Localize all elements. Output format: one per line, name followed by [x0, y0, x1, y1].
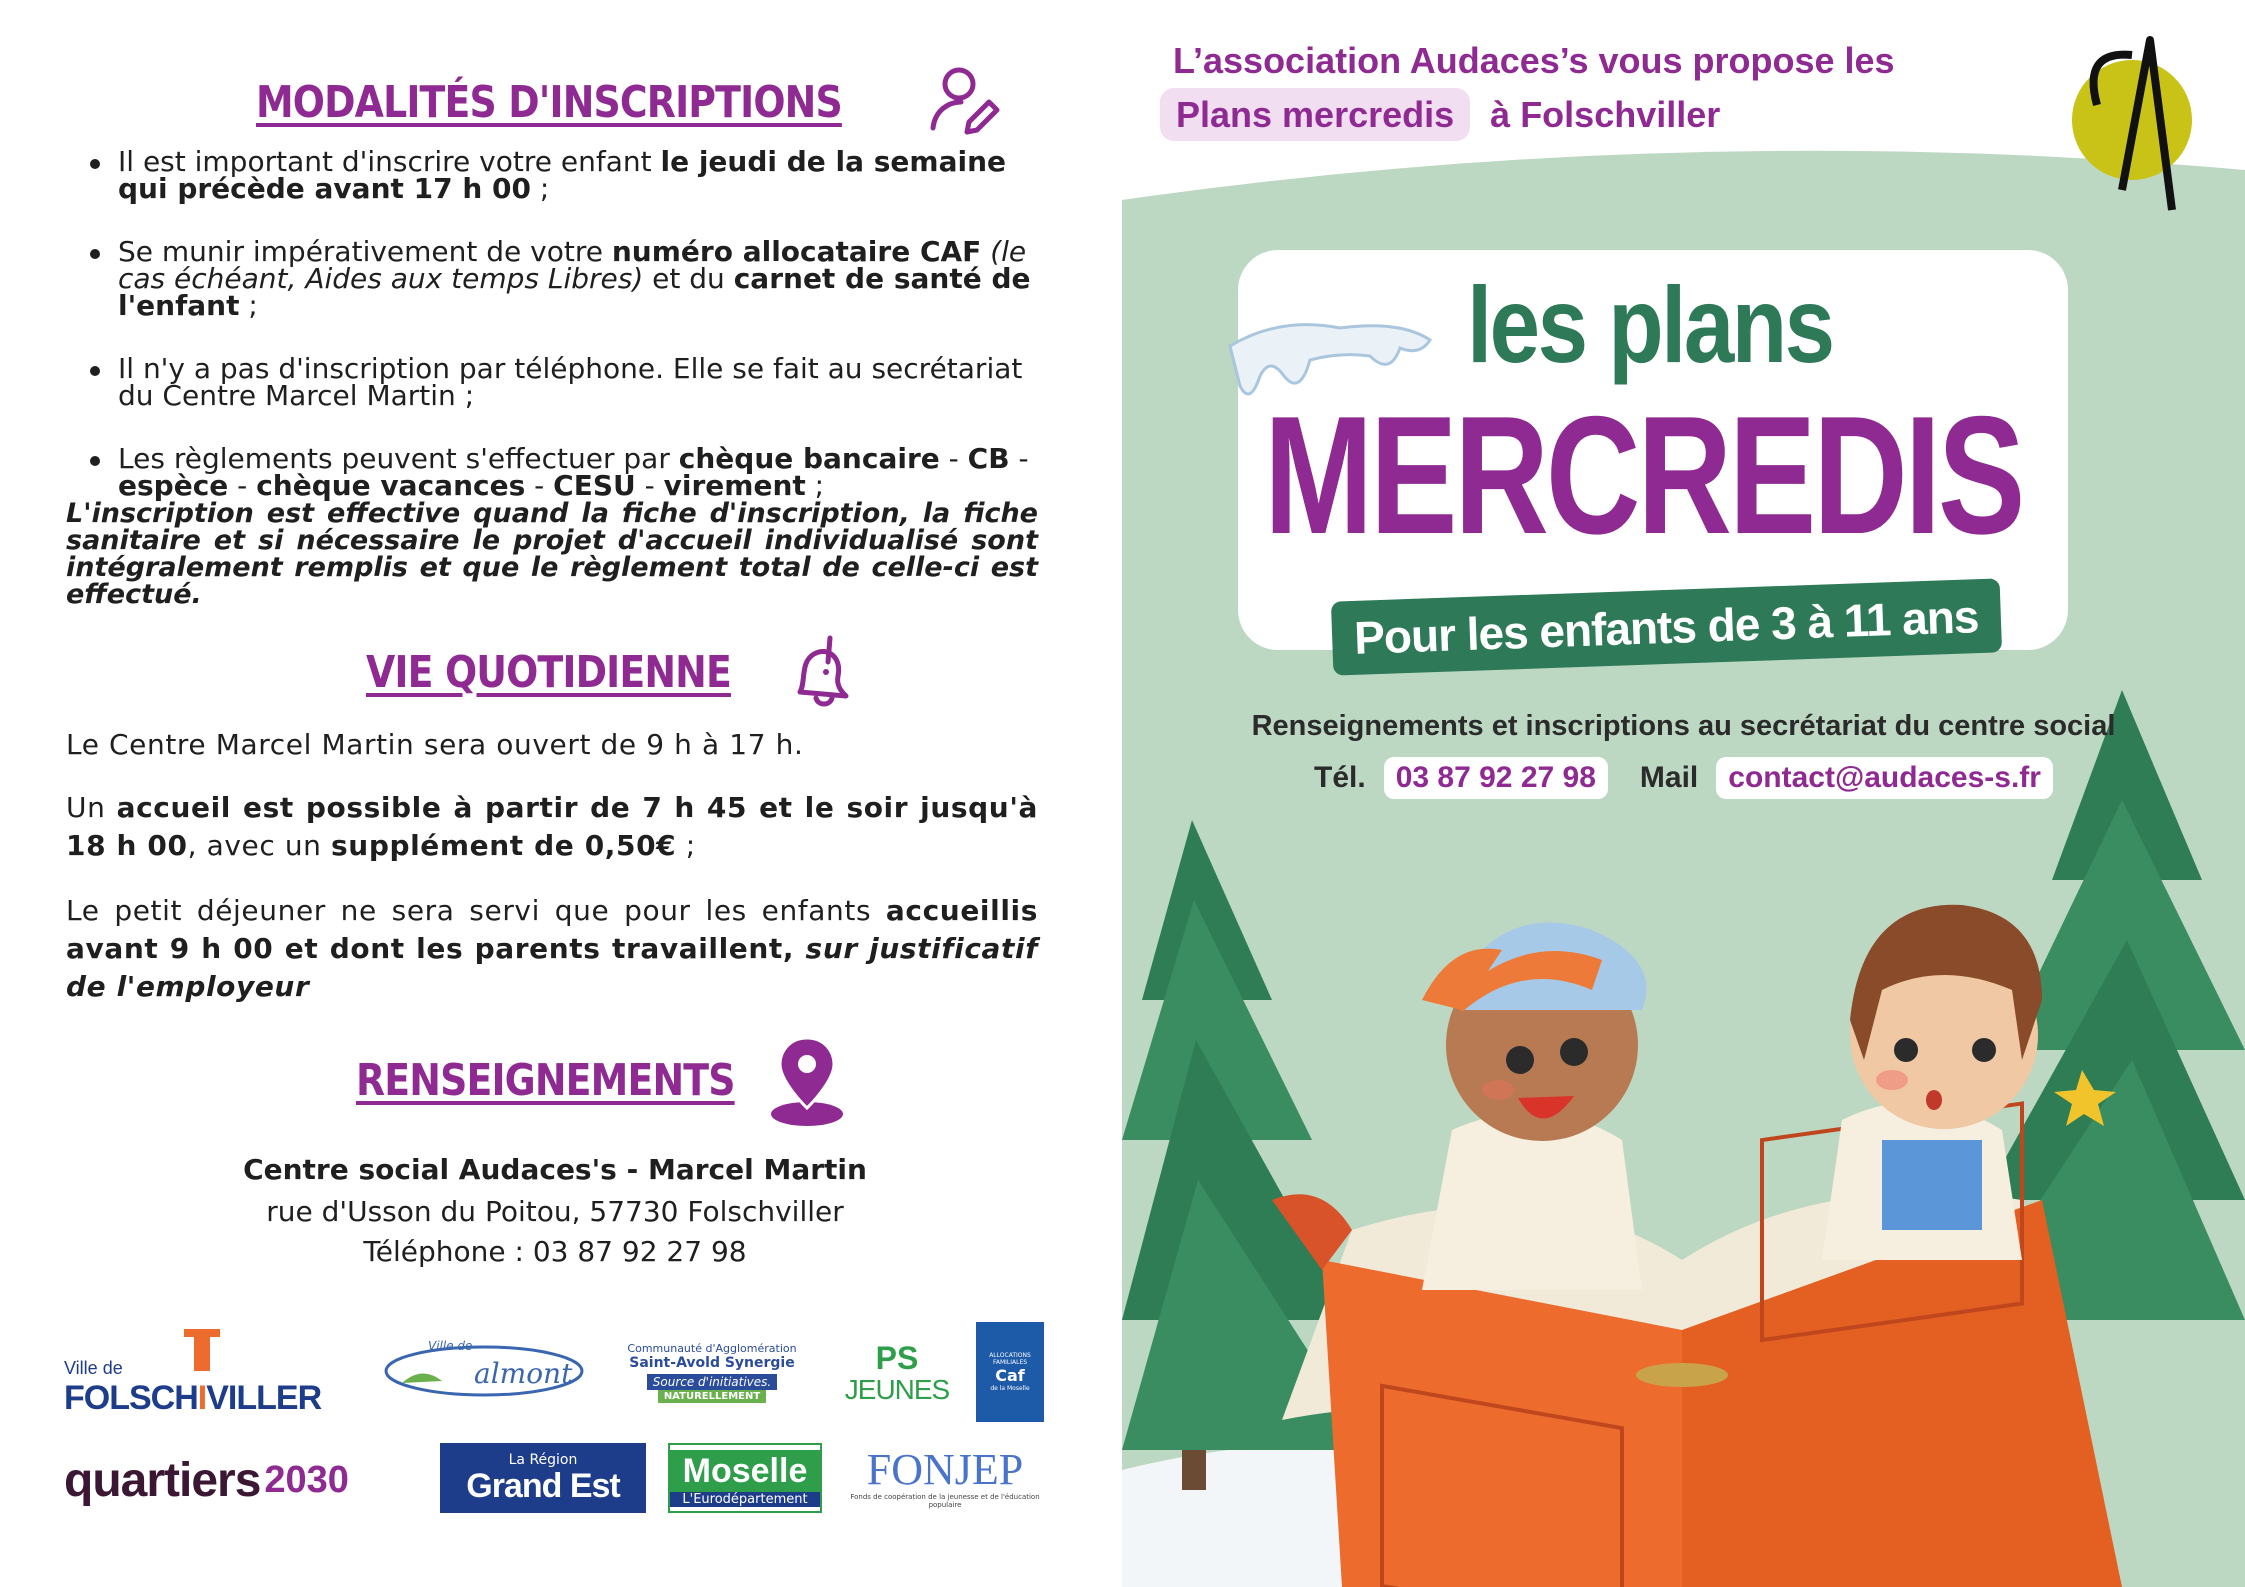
email-address[interactable]: contact@audaces-s.fr	[1716, 757, 2053, 799]
daily-p1: Le Centre Marcel Martin sera ouvert de 9 h à 17 h.	[66, 728, 804, 761]
valmont-logo: Ville de almont	[382, 1335, 587, 1405]
daily-p2: Un accueil est possible à partir de 7 h 45 et le soir jusqu'à 18 h 00, avec un supplément de 0,50€ ;	[66, 791, 1038, 862]
age-badge: Pour les enfants de 3 à 11 ans	[1331, 578, 2002, 675]
user-edit-icon	[923, 62, 1003, 142]
ps-jeunes-logo: PS JEUNES	[844, 1340, 950, 1405]
title-small: les plans	[1467, 264, 1833, 385]
right-page	[1122, 0, 2245, 1587]
contact-line: Tél. 03 87 92 27 98 Mail contact@audaces-s.fr	[1122, 757, 2245, 799]
inscription-note: L'inscription est effective quand la fiche d'inscription, la fiche sanitaire et si nécessaire le projet d'accueil individualisé sont intégralement remplis et que le règlement total de celle-ci est effectué.	[66, 498, 1038, 610]
location-pin-icon	[762, 1030, 852, 1130]
header-line-2: Plans mercredis à Folschviller	[1160, 94, 1720, 136]
bell-icon	[786, 632, 856, 712]
header-line-1: L’association Audaces’s vous propose les	[1173, 40, 1895, 81]
phone-number[interactable]: 03 87 92 27 98	[1384, 757, 1608, 799]
tower-icon	[172, 1325, 232, 1375]
casas-logo: Communauté d'Agglomération Saint-Avold Synergie Source d'initiatives. NATURELLEMENT	[627, 1341, 797, 1402]
contact-name: Centre social Audaces's - Marcel Martin	[243, 1153, 867, 1186]
inscription-rules	[88, 145, 1038, 535]
inscriptions-heading: MODALITÉS D'INSCRIPTIONS	[256, 62, 1003, 142]
renseignements-heading: RENSEIGNEMENTS	[356, 1030, 852, 1130]
title-big: MERCREDIS	[1264, 381, 2023, 569]
list-item: Il est important d'inscrire votre enfant le jeudi de la semaine qui précède avant 17 h 00 ;	[88, 148, 1038, 202]
info-line: Renseignements et inscriptions au secrétariat du centre social	[1251, 710, 2116, 742]
fonjep-logo: FONJEP Fonds de coopération de la jeunesse et de l'éducation populaire	[850, 1445, 1040, 1509]
quartiers-2030-logo: quartiers 2030	[64, 1453, 349, 1507]
contact-address: rue d'Usson du Poitou, 57730 Folschviller	[266, 1195, 844, 1228]
left-page	[0, 0, 1122, 1587]
caf-logo: ALLOCATIONS FAMILIALES Caf de la Moselle	[976, 1322, 1044, 1422]
moselle-logo: Moselle L'Eurodépartement	[668, 1443, 822, 1513]
list-item: Se munir impérativement de votre numéro allocataire CAF (le cas échéant, Aides aux temps Libres) et du carnet de santé de l'enfant ;	[88, 238, 1038, 319]
folschviller-logo: Ville de FOLSCHIVILLER	[64, 1325, 346, 1415]
daily-p3: Le petit déjeuner ne sera servi que pour les enfants accueillis avant 9 h 00 et dont les parents travaillent, sur justificatif de l'employeur	[66, 894, 1038, 1003]
list-item: Les règlements peuvent s'effectuer par chèque bancaire - CB - espèce - chèque vacances - CESU - virement ;	[88, 445, 1038, 499]
list-item: Il n'y a pas d'inscription par téléphone. Elle se fait au secrétariat du Centre Marcel Martin ;	[88, 355, 1038, 409]
region-grand-est-logo: La Région Grand Est	[440, 1443, 646, 1513]
quotidienne-heading: VIE QUOTIDIENNE	[366, 632, 856, 712]
header-pill: Plans mercredis	[1160, 88, 1470, 141]
contact-phone: Téléphone : 03 87 92 27 98	[363, 1235, 747, 1268]
